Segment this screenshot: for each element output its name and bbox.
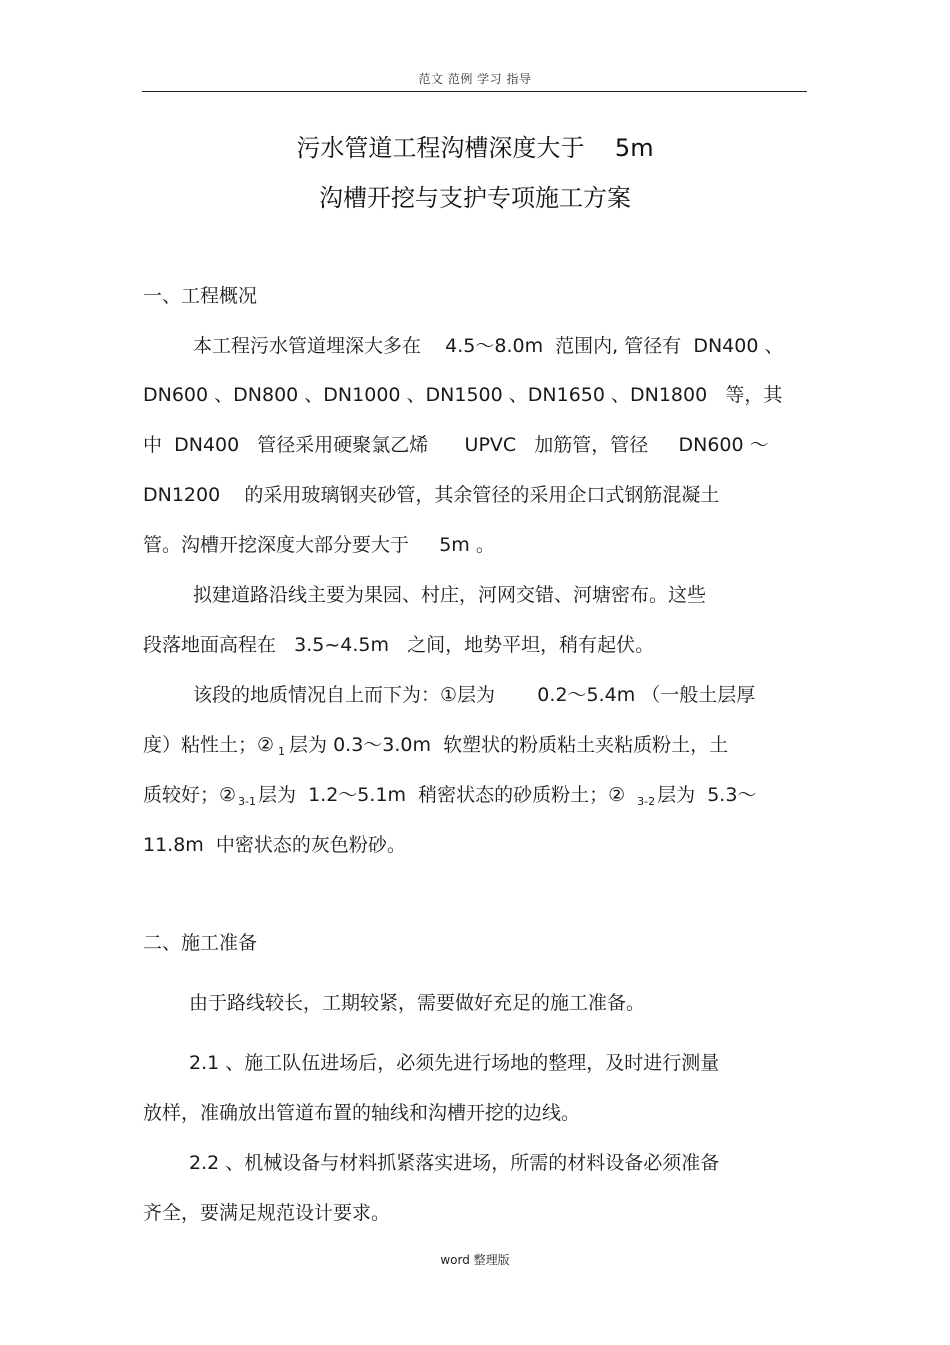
document-title-line-2: 沟槽开挖与支护专项施工方案 — [319, 184, 631, 212]
layer-subscript: 3-2 — [637, 795, 656, 808]
paragraph-line: 该段的地质情况自上而下为：①层为 0.2～5.4m （一般土层厚 — [193, 684, 756, 706]
paragraph-line: 由于路线较长，工期较紧，需要做好充足的施工准备。 — [189, 992, 646, 1014]
paragraph-line — [143, 730, 728, 758]
text-fragment: 层为 0.3～3.0m 软塑状的粉质粘土夹粘质粉土，土 — [289, 734, 729, 756]
paragraph-line: 管。沟槽开挖深度大部分要大于 5m 。 — [143, 534, 495, 556]
paragraph-line — [143, 780, 756, 808]
paragraph-line: DN1200 的采用玻璃钢夹砂管，其余管径的采用企口式钢筋混凝土 — [143, 484, 720, 506]
paragraph-line: 拟建道路沿线主要为果园、村庄，河网交错、河塘密布。这些 — [193, 584, 707, 606]
paragraph-line: 2.1 、施工队伍进场后，必须先进行场地的整理，及时进行测量 — [189, 1052, 720, 1074]
section-heading-preparation: 二、施工准备 — [143, 932, 258, 954]
paragraph-line: 11.8m 中密状态的灰色粉砂。 — [143, 834, 406, 856]
layer-subscript: 1 — [278, 745, 286, 758]
paragraph-line: 中 DN400 管径采用硬聚氯乙烯 UPVC 加筋管，管径 DN600 ～ — [143, 434, 769, 456]
paragraph-line: DN600 、DN800 、DN1000 、DN1500 、DN1650 、DN1800 等，其 — [143, 384, 783, 406]
paragraph-line: 本工程污水管道埋深大多在 4.5～8.0m 范围内, 管径有 DN400 、 — [193, 335, 784, 357]
paragraph-line: 放样，准确放出管道布置的轴线和沟槽开挖的边线。 — [143, 1102, 581, 1124]
paragraph-line: 段落地面高程在 3.5~4.5m 之间，地势平坦，稍有起伏。 — [143, 634, 655, 656]
text-fragment: 层为 5.3～ — [657, 784, 757, 806]
document-title-line-1: 污水管道工程沟槽深度大于 5m — [296, 134, 654, 162]
text-fragment: 质较好；② — [143, 784, 237, 806]
page-footer: word 整理版 — [440, 1253, 510, 1267]
paragraph-line: 2.2 、机械设备与材料抓紧落实进场，所需的材料设备必须准备 — [189, 1152, 720, 1174]
text-fragment: 层为 1.2～5.1m 稍密状态的砂质粉土；② — [258, 784, 626, 806]
paragraph-line: 齐全，要满足规范设计要求。 — [143, 1202, 391, 1224]
section-heading-overview: 一、工程概况 — [143, 285, 258, 307]
layer-subscript: 3-1 — [238, 795, 257, 808]
page-header: 范文 范例 学习 指导 — [418, 72, 532, 86]
header-rule — [142, 91, 807, 92]
text-fragment: 度）粘性土；② — [143, 734, 275, 756]
